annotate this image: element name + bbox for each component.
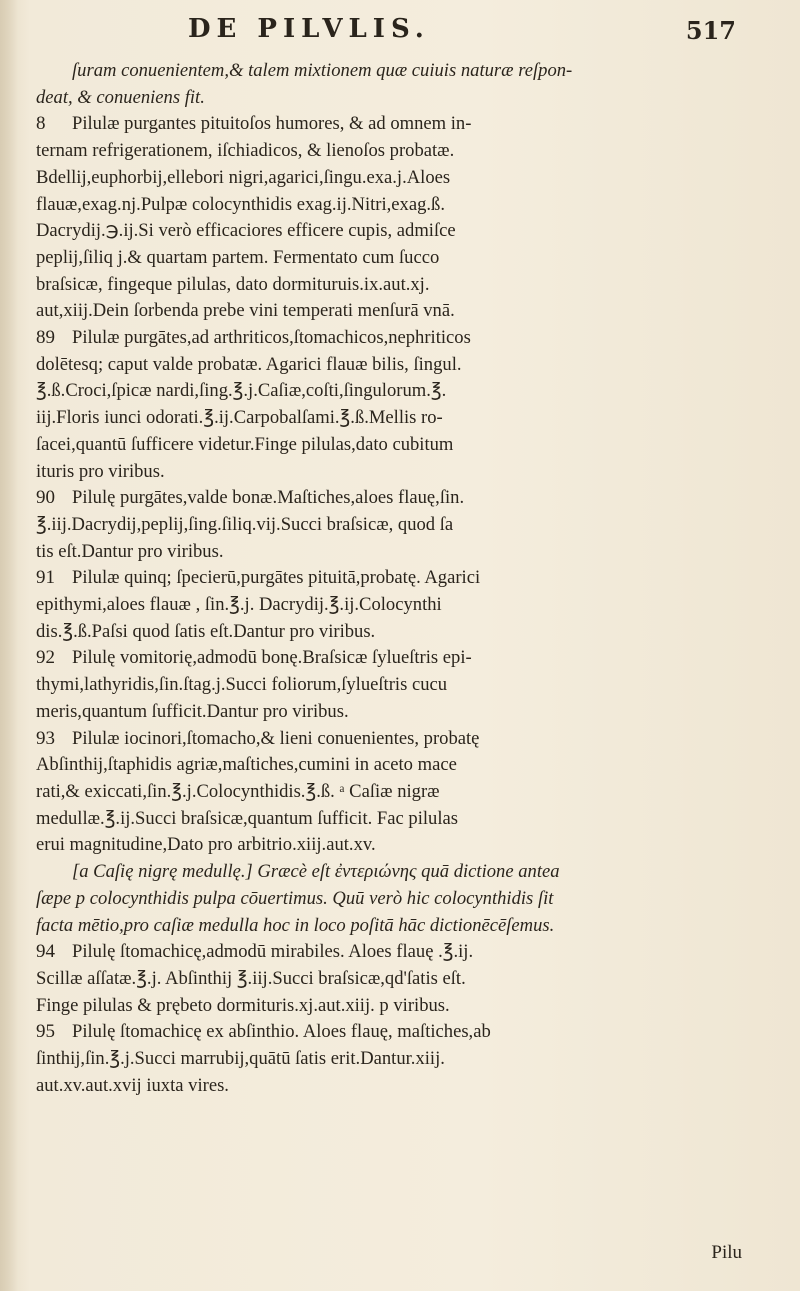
text-line	[36, 1073, 736, 1100]
line-text: [a Caſię nigrę medullę.] Græcè eſt ἐντεριώνης quā dictione antea	[72, 861, 560, 883]
line-text: Pilulæ iocinori,ſtomacho,& lieni conuenientes, probatę	[72, 727, 480, 749]
gutter-shadow	[0, 0, 18, 1291]
line-text: ℥.ß.Croci,ſpicæ nardi,ſing.℥.j.Caſiæ,coſti,ſingulorum.℥.	[36, 380, 447, 402]
recipe-number: 93	[36, 727, 55, 749]
text-line	[36, 432, 736, 459]
line-text: Pilulę ſtomachicę,admodū mirabiles. Aloes flauę .℥.ij.	[72, 941, 474, 963]
paragraph	[36, 58, 736, 111]
text-line	[36, 913, 736, 940]
line-text: Finge pilulas & prębeto dormituris.xj.aut.xiij. p viribus.	[36, 994, 450, 1016]
text-line	[36, 619, 736, 646]
body-text	[36, 58, 736, 1099]
text-line	[36, 993, 736, 1020]
text-line	[36, 272, 736, 299]
line-text: erui magnitudine,Dato pro arbitrio.xiij.aut.xv.	[36, 834, 376, 856]
line-text: ſæpe p colocynthidis pulpa cōuertimus. Quū verò hic colocynthidis ſit	[36, 887, 554, 909]
text-line	[72, 859, 736, 886]
recipe-number: 8	[36, 113, 46, 135]
line-text: facta mētio,pro caſiæ medulla hoc in loco poſitā hāc dictionēcēſemus.	[36, 914, 555, 936]
line-text: Scillæ aſſatæ.℥.j. Abſinthij ℥.iij.Succi braſsicæ,qd'ſatis eſt.	[36, 967, 466, 989]
paragraph	[36, 565, 736, 645]
paragraph	[36, 726, 736, 860]
paragraph	[36, 859, 736, 939]
text-line	[36, 966, 736, 993]
text-line	[36, 672, 736, 699]
text-line	[36, 485, 736, 512]
line-text: tis eſt.Dantur pro viribus.	[36, 540, 224, 562]
line-text: flauæ,exag.nj.Pulpæ colocynthidis exag.ij.Nitri,exag.ß.	[36, 193, 445, 215]
line-text: rati,& exiccati,ſin.℥.j.Colocynthidis.℥.ß. ᵃ Caſiæ nigræ	[36, 780, 440, 802]
text-line	[36, 165, 736, 192]
text-line	[36, 245, 736, 272]
text-line	[36, 111, 736, 138]
line-text: Bdellij,euphorbij,ellebori nigri,agarici,ſingu.exa.j.Aloes	[36, 166, 451, 188]
text-line	[72, 58, 736, 85]
text-line	[36, 939, 736, 966]
line-text: ituris pro viribus.	[36, 460, 165, 482]
text-line	[36, 832, 736, 859]
line-text: Pilulę vomitorię,admodū bonę.Braſsicæ ſylueſtris epi-	[72, 647, 472, 669]
line-text: ternam refrigerationem, iſchiadicos, & lienoſos probatæ.	[36, 140, 455, 162]
text-line	[36, 1046, 736, 1073]
line-text: braſsicæ, fingeque pilulas, dato dormituruis.ix.aut.xj.	[36, 273, 430, 295]
recipe-number: 95	[36, 1021, 55, 1043]
line-text: ſacei,quantū ſufficere videtur.Finge pilulas,dato cubitum	[36, 433, 454, 455]
recipe-number: 90	[36, 487, 55, 509]
line-text: aut,xiij.Dein ſorbenda prebe vini temperati menſurā vnā.	[36, 300, 455, 322]
line-text: meris,quantum ſufficit.Dantur pro viribus.	[36, 700, 349, 722]
paragraph	[36, 111, 736, 325]
line-text: Dacrydij.℈.ij.Si verò efficaciores efficere cupis, admiſce	[36, 220, 456, 242]
line-text: Pilulę purgātes,valde bonæ.Maſtiches,aloes flauę,ſin.	[72, 487, 465, 509]
text-line	[36, 752, 736, 779]
page-number: 517	[685, 16, 736, 45]
line-text: epithymi,aloes flauæ , ſin.℥.j. Dacrydij.℥.ij.Colocynthi	[36, 594, 442, 616]
line-text: thymi,lathyridis,ſin.ſtag.j.Succi foliorum,ſylueſtris cucu	[36, 674, 448, 696]
paragraph	[36, 485, 736, 565]
text-line	[36, 138, 736, 165]
line-text: deat, & conueniens fit.	[36, 86, 205, 108]
text-line	[36, 806, 736, 833]
text-line	[36, 539, 736, 566]
line-text: dolētesq; caput valde probatæ. Agarici flauæ bilis, ſingul.	[36, 353, 462, 375]
paragraph	[36, 325, 736, 485]
text-line	[36, 592, 736, 619]
line-text: ſinthij,ſin.℥.j.Succi marrubij,quātū ſatis erit.Dantur.xiij.	[36, 1048, 445, 1070]
line-text: Pilulæ purgātes,ad arthriticos,ſtomachicos,nephriticos	[72, 327, 471, 349]
paragraph	[36, 939, 736, 1019]
text-line	[36, 699, 736, 726]
line-text: dis.℥.ß.Paſsi quod ſatis eſt.Dantur pro viribus.	[36, 620, 376, 642]
text-line	[36, 726, 736, 753]
text-line	[36, 1019, 736, 1046]
text-line	[36, 298, 736, 325]
line-text: aut.xv.aut.xvij iuxta vires.	[36, 1074, 229, 1096]
recipe-number: 92	[36, 647, 55, 669]
recipe-number: 89	[36, 327, 55, 349]
text-line	[36, 85, 736, 112]
text-line	[36, 325, 736, 352]
text-line	[36, 192, 736, 219]
recipe-number: 91	[36, 567, 55, 589]
line-text: Abſinthij,ſtaphidis agriæ,maſtiches,cumini in aceto mace	[36, 754, 457, 776]
text-line	[36, 645, 736, 672]
text-line	[36, 886, 736, 913]
text-line	[36, 352, 736, 379]
text-line	[36, 405, 736, 432]
line-text: iij.Floris iunci odorati.℥.ij.Carpobalſami.℥.ß.Mellis ro-	[36, 407, 443, 429]
text-line	[36, 565, 736, 592]
text-line	[36, 378, 736, 405]
text-line	[36, 459, 736, 486]
line-text: Pilulæ quinq; ſpecierū,purgātes pituitā,probatę. Agarici	[72, 567, 481, 589]
text-line	[36, 218, 736, 245]
recipe-number: 94	[36, 941, 55, 963]
line-text: medullæ.℥.ij.Succi braſsicæ,quantum ſufficit. Fac pilulas	[36, 807, 458, 829]
paragraph	[36, 1019, 736, 1099]
text-line	[36, 779, 736, 806]
line-text: ℥.iij.Dacrydij,peplij,ſing.ſiliq.vij.Succi braſsicæ, quod ſa	[36, 513, 454, 535]
text-line	[36, 512, 736, 539]
line-text: Pilulæ purgantes pituitoſos humores, & ad omnem in-	[72, 113, 472, 135]
line-text: Pilulę ſtomachicę ex abſinthio. Aloes flauę, maſtiches,ab	[72, 1021, 491, 1043]
running-head: DE PILVLIS.	[188, 14, 430, 44]
line-text: ſuram conuenientem,& talem mixtionem quæ cuiuis naturæ reſpon-	[72, 60, 573, 81]
catchword: Pilu	[711, 1242, 742, 1263]
line-text: peplij,ſiliq j.& quartam partem. Fermentato cum ſucco	[36, 246, 440, 268]
paragraph	[36, 645, 736, 725]
